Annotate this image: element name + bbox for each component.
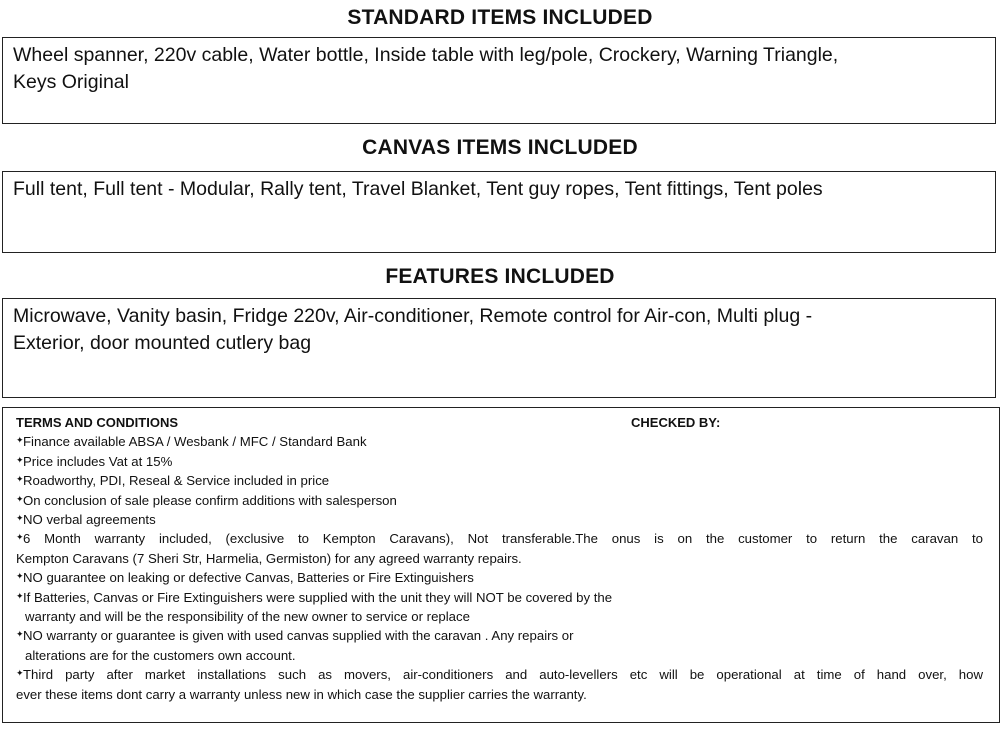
terms-list [16,432,989,704]
terms-item-line: alterations are for the customers own account. [25,647,296,663]
terms-item [16,471,989,490]
terms-item [16,452,989,471]
bullet-icon: ✦ [16,532,24,543]
features-box [2,298,996,398]
standard-items-line-2: Keys Original [13,71,129,93]
bullet-icon: ✦ [16,590,24,601]
bullet-icon: ✦ [16,571,24,582]
terms-item-line: Roadworthy, PDI, Reseal & Service included in price [23,473,330,489]
terms-item [16,626,989,665]
terms-item-line: Price includes Vat at 15% [23,453,173,469]
features-heading: FEATURES INCLUDED [385,265,615,288]
terms-item-line: 6 Month warranty included, (exclusive to Kempton Caravans), Not transferable.The onus is on the customer to return the caravan to [23,531,983,547]
bullet-icon: ✦ [16,513,24,524]
canvas-items-box [2,171,996,253]
terms-item [16,568,989,587]
terms-item [16,510,989,529]
bullet-icon: ✦ [16,474,24,485]
bullet-icon: ✦ [16,493,24,504]
bullet-icon: ✦ [16,629,24,640]
standard-items-line-1: Wheel spanner, 220v cable, Water bottle, Inside table with leg/pole, Crockery, Warning Triangle, [13,44,839,66]
terms-item-line: ever these items dont carry a warranty unless new in which case the supplier carries the warranty. [16,686,587,702]
terms-item-line: Third party after market installations such as movers, air-conditioners and auto-levellers etc will be operational at time of hand over, how [23,667,983,683]
terms-item [16,432,989,451]
features-line-2: Exterior, door mounted cutlery bag [13,332,312,354]
terms-header [16,413,989,432]
terms-item-line: NO warranty or guarantee is given with used canvas supplied with the caravan . Any repairs or [23,628,574,644]
terms-title: TERMS AND CONDITIONS [16,415,179,430]
terms-item-line: warranty and will be the responsibility of the new owner to service or replace [25,609,470,625]
standard-items-heading: STANDARD ITEMS INCLUDED [347,6,653,29]
terms-item-line: Finance available ABSA / Wesbank / MFC / Standard Bank [23,434,367,450]
terms-item-line: Kempton Caravans (7 Sheri Str, Harmelia, Germiston) for any agreed warranty repairs. [16,550,522,566]
terms-item-line: On conclusion of sale please confirm additions with salesperson [23,492,397,508]
canvas-items-heading: CANVAS ITEMS INCLUDED [362,136,638,159]
terms-item [16,665,989,704]
checked-by-label: CHECKED BY: [631,415,721,430]
terms-item-line: NO guarantee on leaking or defective Canvas, Batteries or Fire Extinguishers [23,570,474,586]
bullet-icon: ✦ [16,435,24,446]
terms-item-line: NO verbal agreements [23,512,156,528]
terms-item [16,588,989,627]
terms-item [16,491,989,510]
bullet-icon: ✦ [16,454,24,465]
features-line-1: Microwave, Vanity basin, Fridge 220v, Air-conditioner, Remote control for Air-con, Multi plug - [13,305,813,327]
canvas-items-line-1: Full tent, Full tent - Modular, Rally tent, Travel Blanket, Tent guy ropes, Tent fittings, Tent poles [13,178,823,200]
terms-item-line: If Batteries, Canvas or Fire Extinguishers were supplied with the unit they will NOT be covered by the [23,589,613,605]
terms-box [2,407,1000,723]
bullet-icon: ✦ [16,668,24,679]
terms-item [16,529,989,568]
standard-items-box [2,37,996,124]
